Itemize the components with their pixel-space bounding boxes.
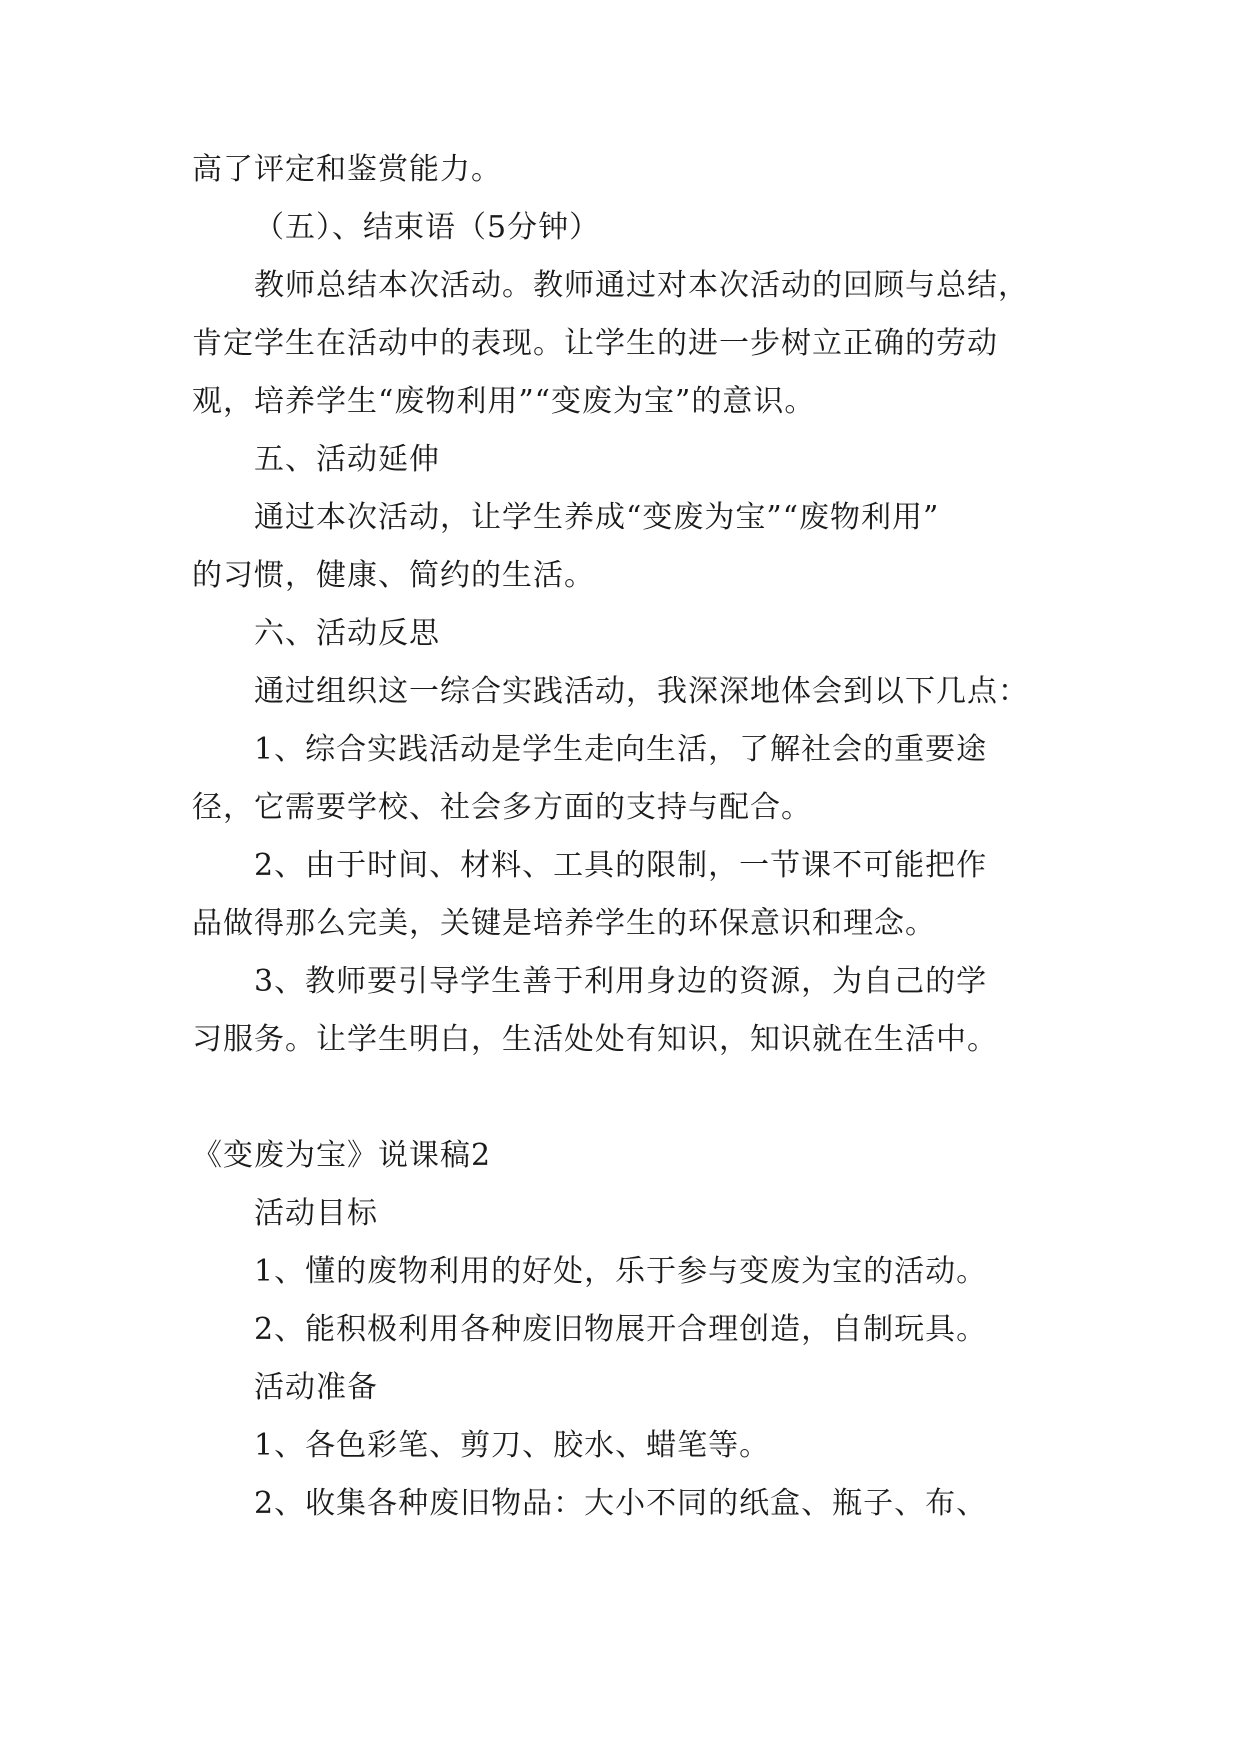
text-line: 通过本次活动，让学生养成“变废为宝”“废物利用” [254,500,940,535]
section-heading: （五）、结束语（5分钟） [254,210,601,245]
text-line: 观，培养学生“废物利用”“变废为宝”的意识。 [192,384,816,419]
text-line: 通过组织这一综合实践活动，我深深地体会到以下几点： [254,674,1029,709]
text-line: 的习惯，健康、简约的生活。 [192,558,595,593]
section-heading: 五、活动延伸 [254,442,440,477]
text-line: 高了评定和鉴赏能力。 [192,152,502,187]
text-line: 3、教师要引导学生善于利用身边的资源，为自己的学 [254,964,988,999]
text-line: 2、能积极利用各种废旧物展开合理创造，自制玩具。 [254,1312,988,1347]
text-line: 1、各色彩笔、剪刀、胶水、蜡笔等。 [254,1428,771,1463]
text-line: 教师总结本次活动。教师通过对本次活动的回顾与总结， [254,268,1029,303]
section-heading: 活动准备 [254,1370,378,1405]
text-line: 2、收集各种废旧物品：大小不同的纸盒、瓶子、布、 [254,1486,988,1521]
text-line: 1、综合实践活动是学生走向生活，了解社会的重要途 [254,732,988,767]
section-heading: 活动目标 [254,1196,378,1231]
text-line: 品做得那么完美，关键是培养学生的环保意识和理念。 [192,906,936,941]
text-line: 习服务。让学生明白，生活处处有知识，知识就在生活中。 [192,1022,998,1057]
document-title: 《变废为宝》说课稿2 [192,1138,492,1173]
section-heading: 六、活动反思 [254,616,440,651]
text-line: 肯定学生在活动中的表现。让学生的进一步树立正确的劳动 [192,326,998,361]
text-line: 径，它需要学校、社会多方面的支持与配合。 [192,790,812,825]
text-line: 2、由于时间、材料、工具的限制，一节课不可能把作 [254,848,988,883]
text-line: 1、懂的废物利用的好处，乐于参与变废为宝的活动。 [254,1254,988,1289]
